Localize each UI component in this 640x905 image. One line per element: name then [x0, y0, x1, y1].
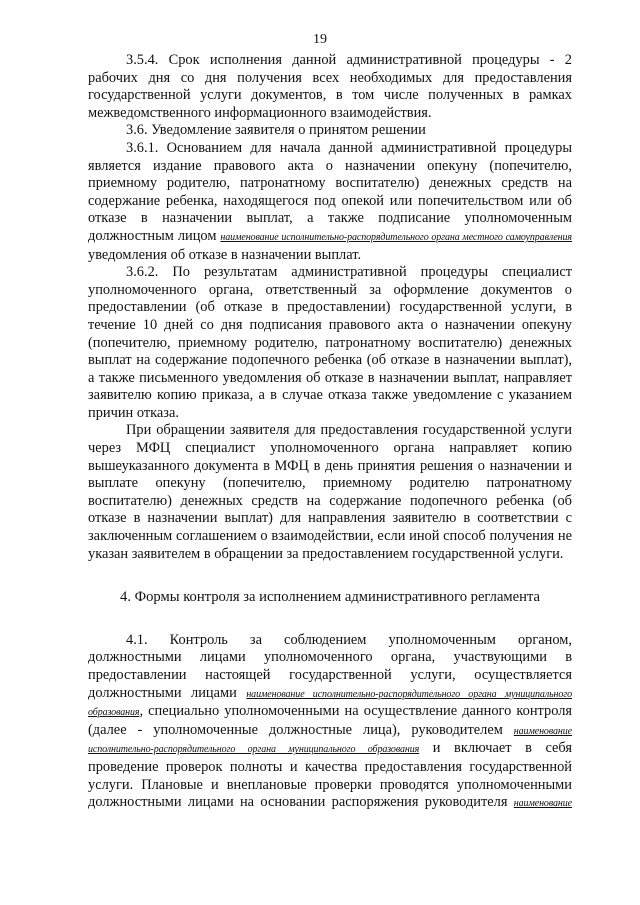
- authority-name-link[interactable]: наименование исполнительно-распорядительного органа муниципального образования: [88, 688, 573, 719]
- section-heading-4: 4. Формы контроля за исполнением административного регламента: [120, 589, 540, 606]
- authority-name-link[interactable]: наименование: [513, 798, 572, 810]
- paragraph-text: и включает в себя проведение проверок полноты и качества предоставления государственной услуги. Плановые и внеплановые проверки проводятся уполномоченными должностными лицами на основании распоряжения руководителя: [88, 740, 572, 811]
- paragraph-3-6-1: [88, 140, 572, 264]
- paragraph-3-6: 3.6. Уведомление заявителя о принятом решении: [126, 122, 426, 139]
- paragraph-text: 3.6.1. Основанием для начала данной административной процедуры является издание правового акта о назначении опекуну (попечителю, приемному родителю, патронатному воспитателю) денежных средств на содержание ребенка, находящегося под опекой или попечительством или об отказе в назначении выплат, а также подписание уполномоченным должностным лицом: [88, 139, 572, 244]
- paragraph-3-5-4: 3.5.4. Срок исполнения данной административной процедуры - 2 рабочих дня со дня получения всех необходимых для предоставления государственной услуги документов, в том числе полученных в рамках межведомственного информационного взаимодействия.: [88, 52, 572, 121]
- paragraph-mfc: При обращении заявителя для предоставления государственной услуги через МФЦ специалист уполномоченного органа направляет копию вышеуказанного документа в МФЦ в день принятия решения о назначении и выплате опекуну (попечителю, приемному родителю патронатному воспитателю) денежных средств на содержание подопечного ребенка (об отказе в назначении выплат) для направления заявителю в соответствии с заключенным соглашением о взаимодействии, если иной способ получения не указан заявителем в обращении за предоставлением государственной услуги.: [88, 422, 572, 562]
- paragraph-text: , специально уполномоченными на осуществление данного контроля (далее - уполномоченные должностные лица), руководителем: [88, 703, 572, 738]
- paragraph-text: 4.1. Контроль за соблюдением уполномоченным органом, должностными лицами уполномоченного органа, участвующими в предоставлении настоящей государственной услуги, осуществляется должностными лицами: [88, 631, 572, 701]
- paragraph-text: уведомления об отказе в назначении выплат.: [88, 246, 362, 263]
- paragraph-3-6-2: 3.6.2. По результатам административной процедуры специалист уполномоченного органа, ответственный за оформление документов о предоставлении (об отказе в предоставлении) государственной услуги, в течение 10 дней со дня подписания правового акта о назначении опекуну (попечителю, приемному родителю, патронатному воспитателю) денежных выплат на содержание подопечного ребенка (об отказе в назначении выплат), а также письменного уведомления об отказе в назначении выплат, направляет заявителю копию приказа, а в случае отказа также уведомление с указанием причин отказа.: [88, 264, 572, 421]
- document-body: [88, 52, 572, 813]
- page-number: 19: [313, 32, 327, 47]
- paragraph-4-1: [88, 632, 572, 813]
- authority-name-link[interactable]: наименование исполнительно-распорядительного органа местного самоуправления: [220, 231, 572, 243]
- authority-name-link[interactable]: наименование исполнительно-распорядительного органа муниципального образования: [88, 725, 572, 756]
